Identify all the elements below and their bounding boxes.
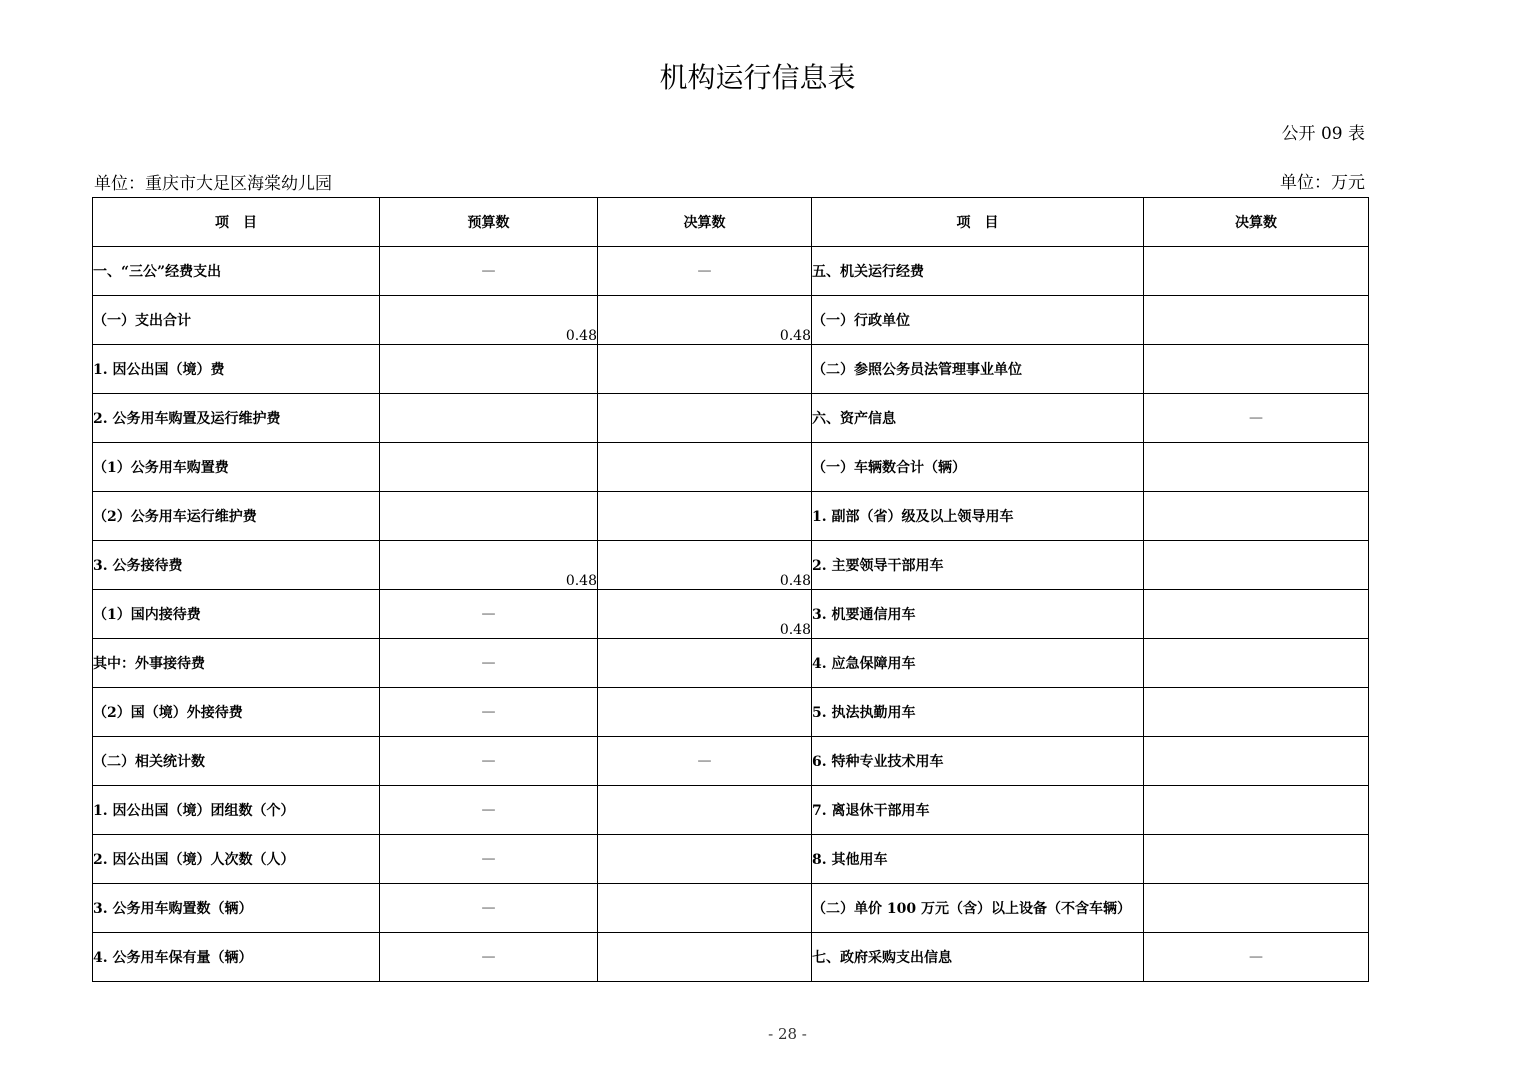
row-final-value (598, 492, 812, 541)
row-final-value-right (1144, 737, 1369, 786)
row-final-value-right (1144, 296, 1369, 345)
table-row (93, 296, 1369, 345)
row-final-value (598, 688, 812, 737)
row-item-right: （一）车辆数合计（辆） (812, 443, 1144, 492)
table-row (93, 688, 1369, 737)
row-item-right: 七、政府采购支出信息 (812, 933, 1144, 982)
row-final-value (598, 345, 812, 394)
header-row (93, 198, 1369, 247)
row-item-right: （一）行政单位 (812, 296, 1144, 345)
row-budget-value: — (380, 884, 598, 933)
table-row (93, 394, 1369, 443)
row-item-right: （二）单价 100 万元（含）以上设备（不含车辆） (812, 884, 1144, 933)
table-row (93, 247, 1369, 296)
row-item-right: （二）参照公务员法管理事业单位 (812, 345, 1144, 394)
row-item-left: 3. 公务接待费 (93, 541, 380, 590)
row-item-left: 1. 因公出国（境）团组数（个） (93, 786, 380, 835)
row-budget-value: — (380, 786, 598, 835)
row-item-right: 六、资产信息 (812, 394, 1144, 443)
row-final-value-right (1144, 884, 1369, 933)
row-item-left: （2）公务用车运行维护费 (93, 492, 380, 541)
row-final-value-right: — (1144, 394, 1369, 443)
row-item-right: 五、机关运行经费 (812, 247, 1144, 296)
row-budget-value: — (380, 835, 598, 884)
row-final-value-right (1144, 541, 1369, 590)
row-item-left: 1. 因公出国（境）费 (93, 345, 380, 394)
table-row (93, 492, 1369, 541)
row-final-value-right (1144, 688, 1369, 737)
row-item-right: 3. 机要通信用车 (812, 590, 1144, 639)
organization-unit: 单位：重庆市大足区海棠幼儿园 (94, 174, 332, 194)
row-budget-value: — (380, 933, 598, 982)
row-final-value-right (1144, 639, 1369, 688)
table-row (93, 786, 1369, 835)
row-item-left: 其中：外事接待费 (93, 639, 380, 688)
row-item-left: 2. 因公出国（境）人次数（人） (93, 835, 380, 884)
row-item-left: （一）支出合计 (93, 296, 380, 345)
row-final-value: — (598, 737, 812, 786)
header-item-left: 项 目 (93, 198, 380, 247)
table-row (93, 639, 1369, 688)
row-budget-value: — (380, 590, 598, 639)
row-final-value: 0.48 (598, 541, 812, 590)
info-table (92, 197, 1369, 982)
row-item-right: 8. 其他用车 (812, 835, 1144, 884)
row-budget-value: — (380, 639, 598, 688)
row-item-right: 2. 主要领导干部用车 (812, 541, 1144, 590)
row-final-value-right (1144, 786, 1369, 835)
row-budget-value: — (380, 737, 598, 786)
header-budget: 预算数 (380, 198, 598, 247)
row-final-value-right (1144, 345, 1369, 394)
row-item-right: 4. 应急保障用车 (812, 639, 1144, 688)
table-row (93, 541, 1369, 590)
row-final-value: — (598, 247, 812, 296)
row-item-left: 一、“三公”经费支出 (93, 247, 380, 296)
row-item-right: 1. 副部（省）级及以上领导用车 (812, 492, 1144, 541)
row-item-left: 4. 公务用车保有量（辆） (93, 933, 380, 982)
row-final-value (598, 443, 812, 492)
row-final-value-right (1144, 443, 1369, 492)
row-budget-value (380, 443, 598, 492)
page-number: - 28 - (768, 1025, 807, 1043)
row-item-left: （2）国（境）外接待费 (93, 688, 380, 737)
row-final-value (598, 884, 812, 933)
row-final-value (598, 933, 812, 982)
header-final-left: 决算数 (598, 198, 812, 247)
table-row (93, 443, 1369, 492)
row-item-left: （二）相关统计数 (93, 737, 380, 786)
table-row (93, 933, 1369, 982)
row-final-value (598, 639, 812, 688)
row-budget-value (380, 394, 598, 443)
table-row (93, 835, 1369, 884)
row-final-value (598, 394, 812, 443)
table-row (93, 737, 1369, 786)
row-budget-value: 0.48 (380, 541, 598, 590)
table-row (93, 884, 1369, 933)
form-number: 公开 09 表 (1281, 124, 1365, 144)
row-final-value-right (1144, 247, 1369, 296)
page-title: 机构运行信息表 (659, 61, 856, 94)
currency-unit: 单位：万元 (1280, 173, 1365, 193)
row-item-right: 5. 执法执勤用车 (812, 688, 1144, 737)
row-budget-value: — (380, 247, 598, 296)
row-budget-value: 0.48 (380, 296, 598, 345)
table-row (93, 590, 1369, 639)
row-final-value-right (1144, 590, 1369, 639)
row-item-right: 6. 特种专业技术用车 (812, 737, 1144, 786)
row-budget-value: — (380, 688, 598, 737)
row-final-value: 0.48 (598, 590, 812, 639)
row-budget-value (380, 345, 598, 394)
row-final-value-right: — (1144, 933, 1369, 982)
row-item-left: （1）公务用车购置费 (93, 443, 380, 492)
row-final-value: 0.48 (598, 296, 812, 345)
row-item-left: （1）国内接待费 (93, 590, 380, 639)
row-final-value (598, 786, 812, 835)
row-final-value (598, 835, 812, 884)
table-row (93, 345, 1369, 394)
row-item-left: 3. 公务用车购置数（辆） (93, 884, 380, 933)
row-item-left: 2. 公务用车购置及运行维护费 (93, 394, 380, 443)
row-item-right: 7. 离退休干部用车 (812, 786, 1144, 835)
header-item-right: 项 目 (812, 198, 1144, 247)
row-budget-value (380, 492, 598, 541)
row-final-value-right (1144, 835, 1369, 884)
row-final-value-right (1144, 492, 1369, 541)
header-final-right: 决算数 (1144, 198, 1369, 247)
